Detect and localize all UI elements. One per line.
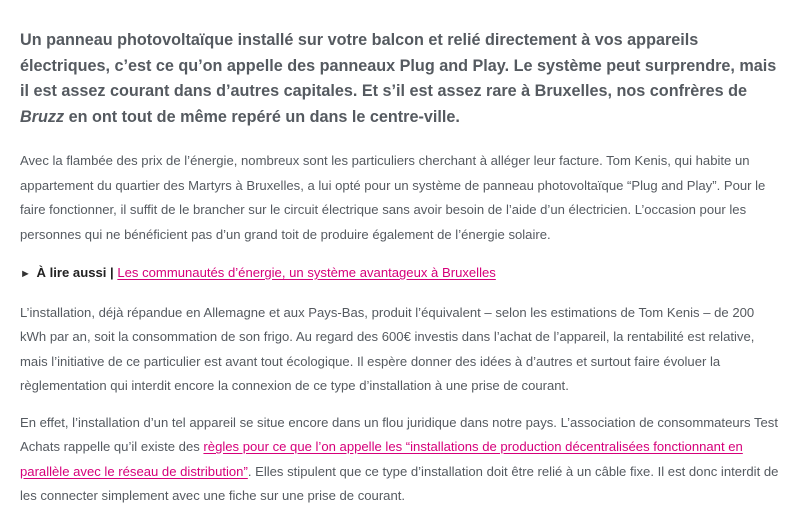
lead-italic-bruzz: Bruzz (20, 107, 65, 126)
play-arrow-icon: ► (20, 268, 31, 280)
regulation-link[interactable]: règles pour ce que l’on appelle les “installations de production décentralisées fonctionnant en parallèle avec le réseau de distribution” (20, 439, 743, 479)
paragraph-1: Avec la flambée des prix de l’énergie, nombreux sont les particuliers cherchant à alléger leur facture. Tom Kenis, qui habite un appartement du quartier des Martyrs à Bruxelles, a lui opté pour un système de panneau photovoltaïque “Plug and Play”. Pour le faire fonctionner, il suffit de le brancher sur le circuit électrique sans avoir besoin de l’aide d’un électricien. L’occasion pour les personnes qui ne bénéficient pas d’un grand toit de produire également de l’énergie solaire. (20, 153, 766, 242)
read-also-link[interactable]: Les communautés d’énergie, un système avantageux à Bruxelles (117, 265, 496, 280)
paragraph-3-after: . Elles stipulent que ce type d’installation doit être relié à un câble fixe. Il est donc interdit de les connecter simplement avec une fiche sur une prise de courant. (20, 463, 779, 503)
paragraph-3-before: En effet, l’installation d’un tel appareil se situe encore dans un flou juridique dans notre pays. L’association de consommateurs Test Achats rappelle qu’il existe des (20, 414, 778, 454)
paragraph-2: L’installation, déjà répandue en Allemagne et aux Pays-Bas, produit l’équivalent – selon les estimations de Tom Kenis – de 200 kWh par an, soit la consommation de son frigo. Au regard des 600€ investis dans l’achat de l’appareil, la rentabilité est relative, mais l’initiative de ce particulier est avant tout écologique. Il espère donner des idées à d’autres et surtout faire évoluer la règlementation qui interdit encore la connexion de ce type d’installation à une prise de courant. (20, 304, 755, 393)
read-also-label: À lire aussi | (36, 265, 114, 280)
read-also-block (20, 261, 780, 287)
lead-text-part1: Un panneau photovoltaïque installé sur votre balcon et relié directement à vos appareils électriques, c’est ce qu’on appelle des panneaux Plug and Play. Le système peut surprendre, mais il est assez courant dans d’autres capitales. Et s’il est assez rare à Bruxelles, nos confrères de (20, 31, 777, 100)
paragraph-3 (20, 411, 780, 509)
article-lead (20, 28, 780, 130)
lead-text-part2: en ont tout de même repéré un dans le centre-ville. (64, 107, 460, 126)
